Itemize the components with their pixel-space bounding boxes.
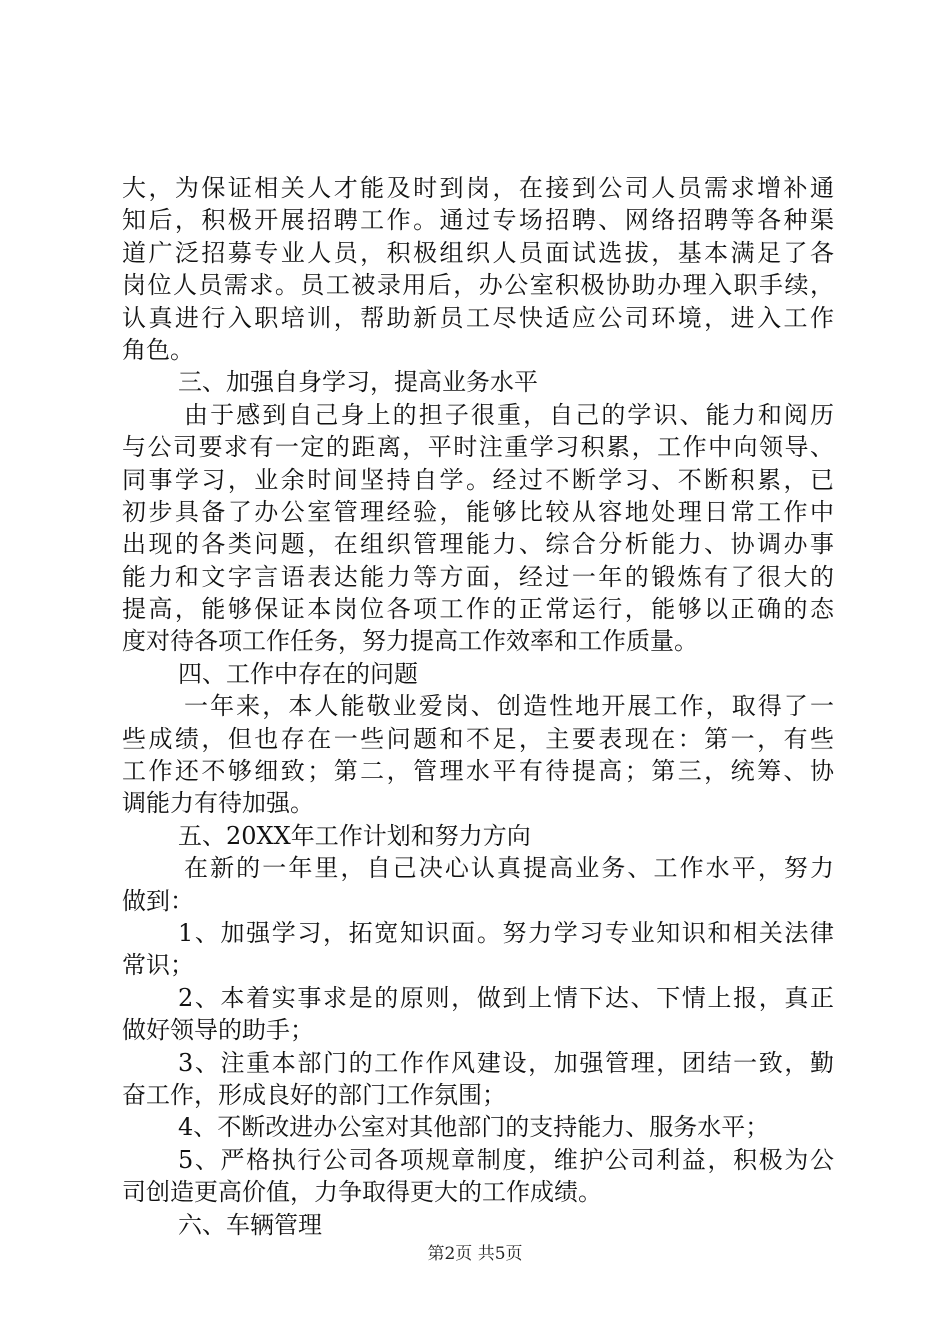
text-line: 一年来，本人能敬业爱岗、创造性地开展工作，取得了一: [184, 692, 834, 721]
text-line: 常识；: [122, 951, 194, 980]
text-line: 3、注重本部门的工作作风建设，加强管理，团结一致，勤: [178, 1048, 834, 1077]
text-line: 些成绩，但也存在一些问题和不足，主要表现在：第一，有些: [122, 724, 834, 753]
text-line: 奋工作，形成良好的部门工作氛围；: [122, 1080, 506, 1109]
text-line: 六、车辆管理: [178, 1210, 322, 1239]
text-line: 四、工作中存在的问题: [178, 659, 418, 688]
text-line: 认真进行入职培训，帮助新员工尽快适应公司环境，进入工作: [122, 303, 834, 332]
text-line: 能力和文字言语表达能力等方面，经过一年的锻炼有了很大的: [122, 562, 834, 591]
text-line: 角色。: [122, 335, 194, 364]
text-line: 初步具备了办公室管理经验，能够比较从容地处理日常工作中: [122, 497, 834, 526]
text-line: 度对待各项工作任务，努力提高工作效率和工作质量。: [122, 627, 698, 656]
text-line: 1、加强学习，拓宽知识面。努力学习专业知识和相关法律: [178, 918, 834, 947]
text-line: 三、加强自身学习，提高业务水平: [178, 368, 538, 397]
text-line: 2、本着实事求是的原则，做到上情下达、下情上报，真正: [178, 983, 834, 1012]
text-line: 与公司要求有一定的距离，平时注重学习积累，工作中向领导、: [122, 433, 834, 462]
text-line: 在新的一年里，自己决心认真提高业务、工作水平，努力: [184, 854, 834, 883]
text-line: 工作还不够细致；第二，管理水平有待提高；第三，统筹、协: [122, 757, 834, 786]
text-line: 4、不断改进办公室对其他部门的支持能力、服务水平；: [178, 1113, 770, 1142]
text-line: 大，为保证相关人才能及时到岗，在接到公司人员需求增补通: [122, 174, 834, 202]
text-line: 岗位人员需求。员工被录用后，办公室积极协助办理入职手续，: [122, 271, 834, 300]
page-footer: 第2页 共5页: [427, 1244, 523, 1264]
text-line: 同事学习，业余时间坚持自学。经过不断学习、不断积累，已: [122, 465, 834, 494]
text-line: 提高，能够保证本岗位各项工作的正常运行，能够以正确的态: [122, 595, 834, 624]
text-line: 司创造更高价值，力争取得更大的工作成绩。: [122, 1178, 602, 1207]
text-line: 调能力有待加强。: [122, 789, 314, 818]
text-line: 由于感到自己身上的担子很重，自己的学识、能力和阅历: [184, 400, 834, 429]
text-line: 5、严格执行公司各项规章制度，维护公司利益，积极为公: [178, 1145, 834, 1174]
text-line: 做好领导的助手；: [122, 1016, 314, 1045]
document-body: [122, 172, 834, 1241]
text-line: 出现的各类问题，在组织管理能力、综合分析能力、协调办事: [122, 530, 834, 559]
text-line: 知后，积极开展招聘工作。通过专场招聘、网络招聘等各种渠: [122, 206, 834, 235]
text-line: 道广泛招募专业人员，积极组织人员面试选拔，基本满足了各: [122, 238, 834, 267]
text-line: 五、20XX年工作计划和努力方向: [178, 821, 531, 850]
text-line: 做到：: [122, 886, 194, 915]
